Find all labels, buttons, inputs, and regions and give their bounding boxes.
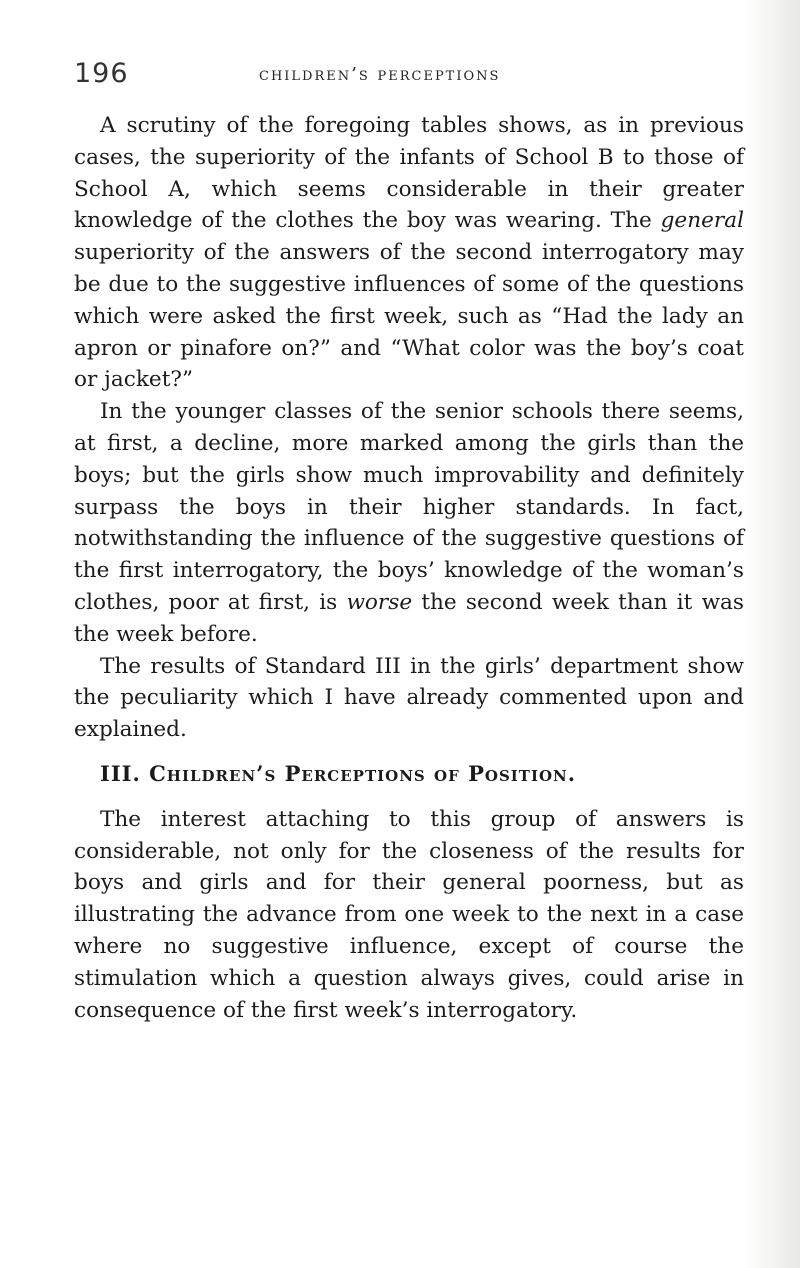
page-header [74,58,734,94]
paragraph-2-text-start: In the younger classes of the senior schools there seems, at first, a decline, more marked among the girls than the boys; but the girls show much improvability and definitely surpass the boys in their higher standards. In fact, notwithstanding the influence of the suggestive questions of the first interrogatory, the boys’ knowledge of the woman’s clothes, poor at first, is [74,399,744,615]
section-heading: III. Children’s Perceptions of Position. [100,760,577,786]
page-number: 196 [74,58,129,89]
paragraph-2-text-end: the second week than it was the week before. [74,589,745,647]
paragraph-1-text-start: A scrutiny of the foregoing tables shows, as in previous cases, the superiority of the infants of School B to those of School A, which seems considerable in their greater knowledge of the clothes the boy was wearing. The [74,113,744,234]
paragraph-2-emphasis: worse [346,589,413,615]
paragraph-1-emphasis: general [660,208,744,234]
body-text [74,110,744,1026]
running-head: children’s perceptions [259,64,501,85]
paragraph-2 [74,396,744,650]
paragraph-1-text-end: superiority of the answers of the second interrogatory may be due to the suggestive influences of some of the questions which were asked the first week, such as “Had the lady an apron or pinafore on?” and “What color was the boy’s coat or jacket?” [74,240,744,393]
paragraph-4: The interest attaching to this group of answers is considerable, not only for the closeness of the results for boys and girls and for their general poorness, but as illustrating the advance from one week to the next in a case where no suggestive influence, except of course the stimulation which a question always gives, could arise in consequence of the first week’s interrogatory. [74,806,744,1023]
paragraph-3: The results of Standard III in the girls’ department show the peculiarity which I have already commented upon and explained. [74,653,744,743]
paragraph-1 [74,110,744,396]
